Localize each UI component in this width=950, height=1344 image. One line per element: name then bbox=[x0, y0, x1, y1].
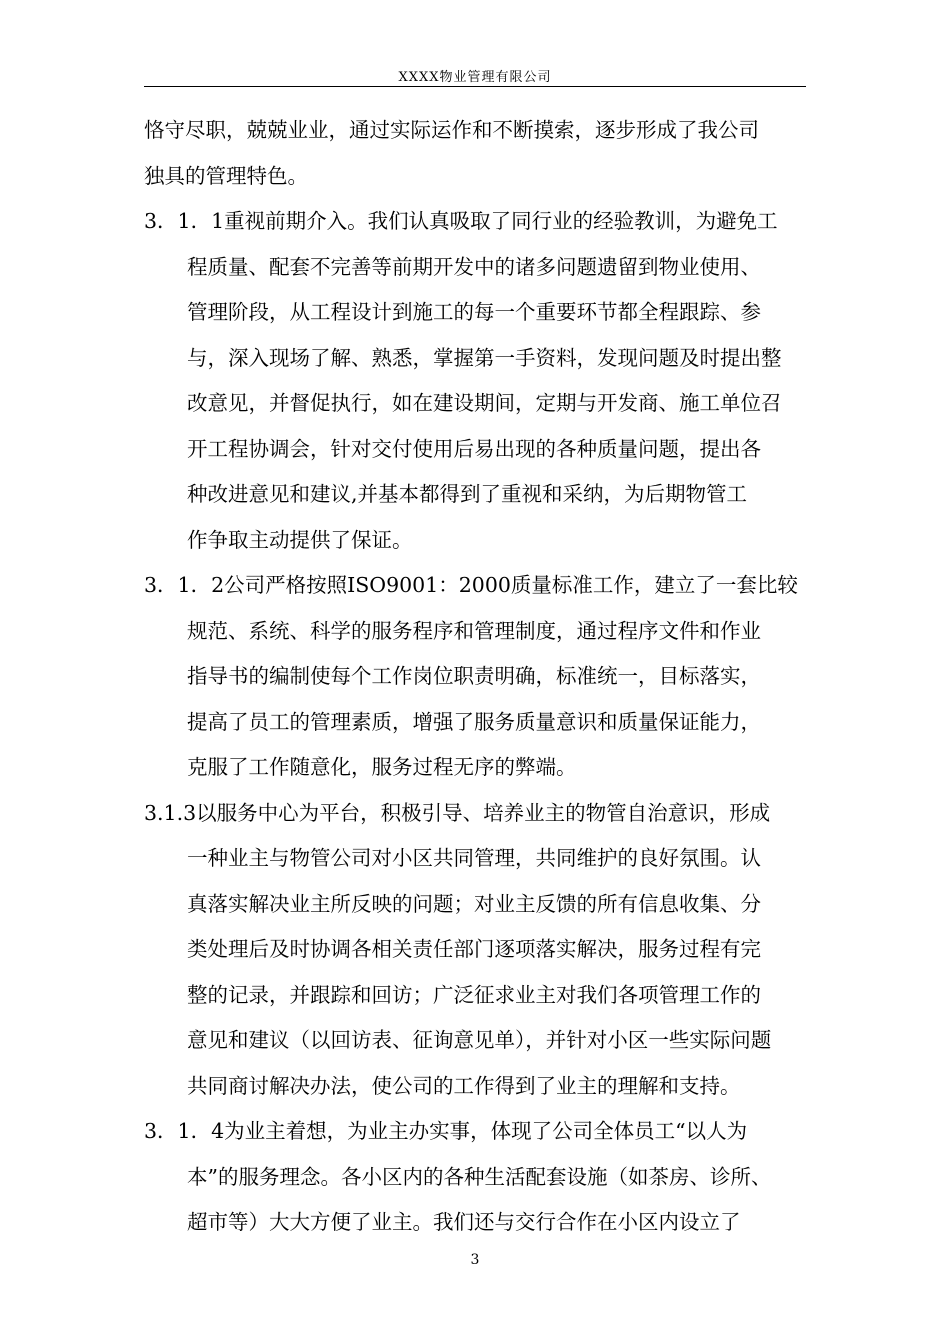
header-divider bbox=[144, 86, 806, 87]
page-number: 3 bbox=[470, 1252, 480, 1268]
section-3-1-2-line-2: 规范、系统、科学的服务程序和管理制度，通过程序文件和作业 bbox=[187, 618, 761, 643]
section-3-1-1-line-6: 开工程协调会，针对交付使用后易出现的各种质量问题，提出各 bbox=[187, 436, 761, 461]
section-3-1-3-line-4: 类处理后及时协调各相关责任部门逐项落实解决，服务过程有完 bbox=[187, 937, 761, 961]
text-line-1: 恪守尽职，兢兢业业，通过实际运作和不断摸索，逐步形成了我公司 bbox=[144, 118, 759, 142]
section-3-1-1-line-5: 改意见，并督促执行，如在建设期间，定期与开发商、施工单位召 bbox=[187, 391, 782, 415]
section-3-1-2-line-1: 3．1．2公司严格按照ISO9001：2000质量标准工作，建立了一套比较 bbox=[144, 573, 798, 597]
section-3-1-4-line-3: 超市等）大大方便了业主。我们还与交行合作在小区内设立了 bbox=[187, 1210, 741, 1234]
section-3-1-4-line-1: 3．1．4为业主着想，为业主办实事，体现了公司全体员工“以人为 bbox=[144, 1119, 748, 1143]
section-3-1-2-line-4: 提高了员工的管理素质，增强了服务质量意识和质量保证能力， bbox=[187, 709, 761, 734]
section-3-1-3-line-1: 3.1.3以服务中心为平台，积极引导、培养业主的物管自治意识，形成 bbox=[144, 800, 771, 825]
text-line-2: 独具的管理特色。 bbox=[144, 163, 308, 188]
section-3-1-2-line-5: 克服了工作随意化，服务过程无序的弊端。 bbox=[187, 755, 577, 779]
section-3-1-1-line-1: 3．1．1重视前期介入。我们认真吸取了同行业的经验教训，为避免工 bbox=[144, 209, 778, 233]
section-3-1-3-line-3: 真落实解决业主所反映的问题；对业主反馈的所有信息收集、分 bbox=[187, 891, 761, 916]
header-company-name: XXXX物业管理有限公司 bbox=[398, 70, 552, 85]
section-3-1-3-line-7: 共同商讨解决办法，使公司的工作得到了业主的理解和支持。 bbox=[187, 1073, 741, 1098]
body-text bbox=[144, 108, 806, 1246]
section-3-1-3-line-5: 整的记录，并跟踪和回访；广泛征求业主对我们各项管理工作的 bbox=[187, 982, 761, 1007]
section-3-1-2-line-3: 指导书的编制使每个工作岗位职责明确，标准统一，目标落实， bbox=[187, 664, 761, 688]
section-3-1-1-line-3: 管理阶段，从工程设计到施工的每一个重要环节都全程跟踪、参 bbox=[187, 300, 761, 324]
section-3-1-4-line-2: 本”的服务理念。各小区内的各种生活配套设施（如茶房、诊所、 bbox=[187, 1164, 772, 1189]
section-3-1-1-line-4: 与，深入现场了解、熟悉，掌握第一手资料，发现问题及时提出整 bbox=[187, 345, 782, 370]
section-3-1-1-line-2: 程质量、配套不完善等前期开发中的诸多问题遗留到物业使用、 bbox=[187, 254, 761, 279]
section-3-1-3-line-6: 意见和建议（以回访表、征询意见单），并针对小区一些实际问题 bbox=[187, 1028, 772, 1052]
section-3-1-1-line-8: 作争取主动提供了保证。 bbox=[187, 527, 413, 552]
section-3-1-3-line-2: 一种业主与物管公司对小区共同管理，共同维护的良好氛围。认 bbox=[187, 846, 761, 870]
section-3-1-1-line-7: 种改进意见和建议,并基本都得到了重视和采纳，为后期物管工 bbox=[187, 482, 748, 506]
